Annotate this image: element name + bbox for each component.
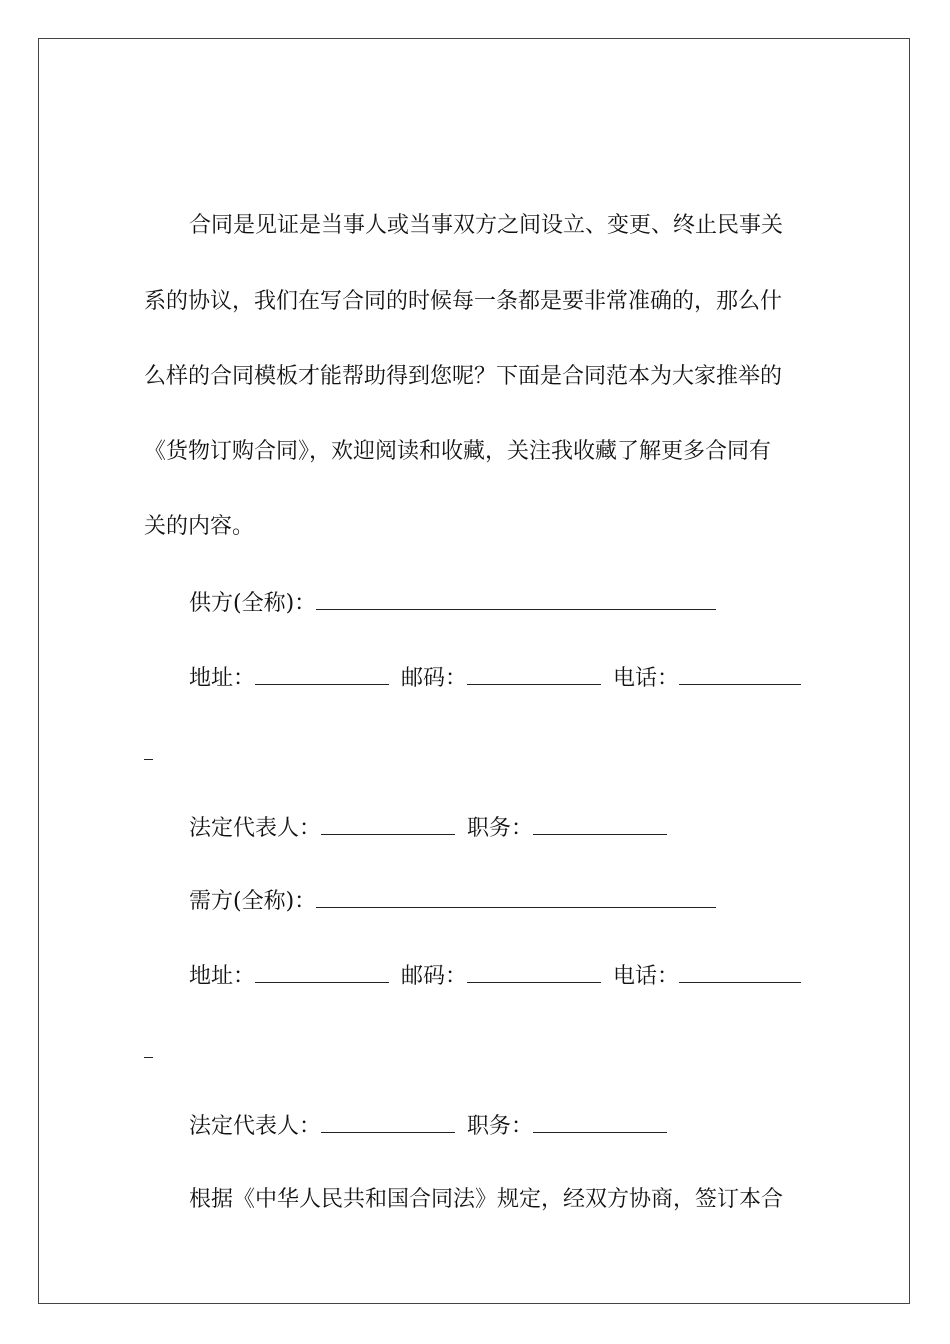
buyer-name-label: 需方(全称)： <box>189 889 317 914</box>
intro-line-2: 系的协议，我们在写合同的时候每一条都是要非常准确的，那么什 <box>144 289 783 314</box>
buyer-name-field[interactable] <box>316 887 716 908</box>
intro-line-1: 合同是见证是当事人或当事双方之间设立、变更、终止民事关 <box>189 213 784 238</box>
supplier-postcode-label: 邮码： <box>401 666 468 691</box>
buyer-phone-overflow <box>144 1037 153 1063</box>
supplier-phone-overflow <box>144 739 153 765</box>
buyer-rep-row <box>189 1112 667 1138</box>
supplier-rep-label: 法定代表人： <box>189 816 322 841</box>
buyer-postcode-field[interactable] <box>467 962 601 983</box>
supplier-name-label: 供方(全称)： <box>189 591 317 616</box>
buyer-phone-field-continued[interactable] <box>144 1037 153 1058</box>
intro-line-4: 《货物订购合同》，欢迎阅读和收藏，关注我收藏了解更多合同有 <box>144 439 772 464</box>
supplier-address-row <box>189 664 801 690</box>
supplier-phone-field-continued[interactable] <box>144 739 153 760</box>
buyer-position-label: 职务： <box>467 1114 534 1139</box>
supplier-position-field[interactable] <box>533 814 667 835</box>
intro-line-3: 么样的合同模板才能帮助得到您呢？下面是合同范本为大家推举的 <box>144 364 783 389</box>
buyer-rep-label: 法定代表人： <box>189 1114 322 1139</box>
supplier-address-label: 地址： <box>189 666 256 691</box>
buyer-position-field[interactable] <box>533 1112 667 1133</box>
supplier-phone-label: 电话： <box>613 666 680 691</box>
buyer-address-label: 地址： <box>189 964 256 989</box>
supplier-rep-field[interactable] <box>321 814 455 835</box>
buyer-postcode-label: 邮码： <box>401 964 468 989</box>
buyer-rep-field[interactable] <box>321 1112 455 1133</box>
buyer-address-field[interactable] <box>255 962 389 983</box>
intro-line-5: 关的内容。 <box>144 514 255 539</box>
supplier-postcode-field[interactable] <box>467 664 601 685</box>
supplier-name-field[interactable] <box>316 589 716 610</box>
supplier-phone-field[interactable] <box>679 664 801 685</box>
supplier-rep-row <box>189 814 667 840</box>
buyer-name-row <box>189 887 716 913</box>
buyer-phone-field[interactable] <box>679 962 801 983</box>
supplier-name-row <box>189 589 716 615</box>
buyer-phone-label: 电话： <box>613 964 680 989</box>
supplier-position-label: 职务： <box>467 816 534 841</box>
buyer-address-row <box>189 962 801 988</box>
closing-paragraph: 根据《中华人民共和国合同法》规定，经双方协商，签订本合 <box>189 1187 784 1212</box>
supplier-address-field[interactable] <box>255 664 389 685</box>
